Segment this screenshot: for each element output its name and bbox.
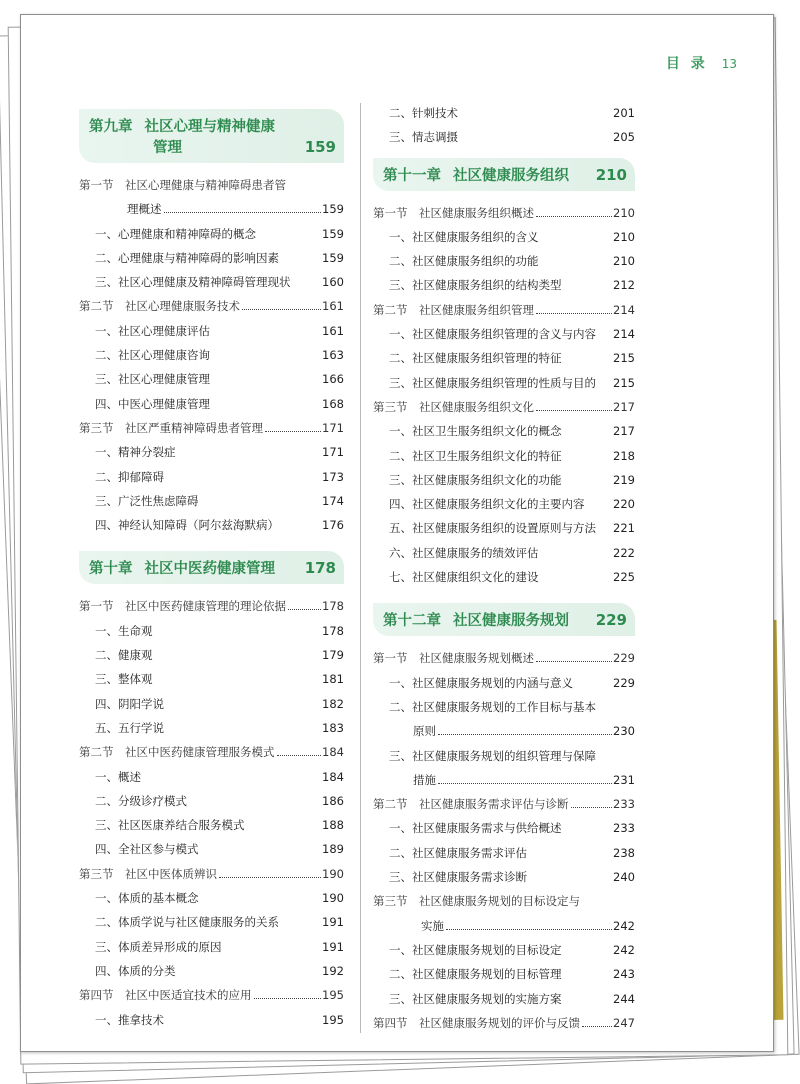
toc-section-entry[interactable] [373,1011,635,1035]
toc-item-entry[interactable] [373,419,635,443]
entry-page: 195 [322,1012,344,1027]
entry-title: 一、社区健康服务规划的内涵与意义 [389,675,573,690]
chapter-number: 第十二章 [383,613,441,630]
chapter-12-heading[interactable] [373,603,635,636]
entry-page: 163 [322,348,344,363]
toc-section-entry[interactable] [373,646,635,670]
entry-title: 二、社区健康服务组织的功能 [389,254,539,269]
entry-page: 176 [322,518,344,533]
toc-item-entry[interactable] [373,962,635,986]
toc-item-entry[interactable] [79,619,344,643]
entry-page: 191 [322,939,344,954]
entry-page: 178 [322,599,344,614]
entry-title: 第一节 社区健康服务规划概述 [373,651,534,666]
toc-item-entry[interactable] [79,319,344,343]
toc-item-entry[interactable] [373,322,635,346]
entry-title: 二、心理健康与精神障碍的影响因素 [95,250,279,265]
entry-title: 三、社区健康服务组织管理的性质与目的 [389,375,596,390]
entry-page: 210 [613,205,635,220]
page-header [666,53,737,73]
entry-title: 第三节 社区严重精神障碍患者管理 [79,420,263,435]
leader-dots [288,609,321,610]
entry-title: 二、针刺技术 [389,106,458,120]
toc-item-entry[interactable] [373,938,635,962]
entry-page: 171 [322,445,344,460]
toc-item-entry[interactable] [373,273,635,297]
chapter-number: 第十章 [89,561,133,578]
entry-page: 195 [322,988,344,1003]
leader-dots [536,410,612,411]
entry-title: 二、社区心理健康咨询 [95,348,210,363]
entry-page: 160 [322,275,344,290]
entry-title: 第二节 社区健康服务需求评估与诊断 [373,797,569,812]
entry-title: 第二节 社区心理健康服务技术 [79,299,240,314]
toc-item-entry[interactable] [79,246,344,270]
toc-item-entry[interactable] [373,841,635,865]
toc-item-entry[interactable] [79,765,344,789]
entry-title: 第三节 社区健康服务组织文化 [373,399,534,414]
toc-item-entry[interactable] [79,837,344,861]
chapter-9-heading[interactable] [79,109,344,163]
entry-page: 186 [322,793,344,808]
entry-page: 171 [322,420,344,435]
entry-title: 四、中医心理健康管理 [95,396,210,411]
entry-title: 一、社区健康服务组织管理的含义与内容 [389,327,596,342]
toc-item-entry[interactable] [373,914,635,938]
toc-item-entry[interactable] [79,692,344,716]
toc-item-entry[interactable] [79,343,344,367]
entry-title: 二、社区健康服务组织管理的特征 [389,351,562,366]
entry-page: 221 [613,521,635,536]
entry-page: 181 [322,672,344,687]
toc-item-entry[interactable] [373,444,635,468]
toc-item-entry[interactable] [79,667,344,691]
toc-item-entry[interactable] [79,886,344,910]
entry-title: 第一节 社区心理健康与精神障碍患者管 [79,178,286,192]
leader-dots [265,431,321,432]
toc-section-entry[interactable] [79,173,344,197]
entry-title: 二、健康观 [95,648,153,663]
toc-item-entry[interactable] [373,541,635,565]
entry-page: 188 [322,818,344,833]
toc-item-entry[interactable] [79,789,344,813]
chapter-title: 社区健康服务组织 [453,167,569,184]
toc-item-entry[interactable] [373,768,635,792]
toc-item-entry[interactable] [79,716,344,740]
entry-title: 三、广泛性焦虑障碍 [95,493,199,508]
entry-title: 三、体质差异形成的原因 [95,939,222,954]
toc-item-entry[interactable] [79,489,344,513]
toc-section-entry[interactable] [373,395,635,419]
entry-page: 217 [613,399,635,414]
leader-dots [536,313,612,314]
entry-title: 一、概述 [95,769,141,784]
chapter-12-entries [373,646,635,1035]
entry-page: 214 [613,302,635,317]
leader-dots [438,734,612,735]
entry-title: 三、情志调摄 [389,130,458,145]
entry-page: 178 [322,623,344,638]
toc-item-entry[interactable] [373,492,635,516]
toc-item-entry[interactable] [373,101,635,125]
toc-section-entry[interactable] [373,298,635,322]
toc-section-entry[interactable] [79,294,344,318]
entry-title: 四、体质的分类 [95,963,176,978]
entry-page: 231 [613,772,635,787]
entry-page: 233 [613,797,635,812]
toc-item-entry[interactable] [79,513,344,537]
leader-dots [242,309,321,310]
entry-title: 二、社区健康服务需求评估 [389,845,527,860]
toc-item-entry[interactable] [373,516,635,540]
entry-page: 242 [613,918,635,933]
entry-title: 三、社区健康服务组织的结构类型 [389,278,562,293]
leader-dots [219,877,321,878]
toc-item-entry[interactable] [79,465,344,489]
entry-title: 二、社区健康服务规划的工作目标与基本 [389,699,596,714]
entry-title: 一、心理健康和精神障碍的概念 [95,226,256,241]
entry-page: 205 [613,130,635,145]
entry-page: 173 [322,469,344,484]
entry-page: 190 [322,891,344,906]
entry-page: 183 [322,720,344,735]
entry-page: 214 [613,327,635,342]
chapter-9-entries [79,173,344,537]
entry-page: 238 [613,845,635,860]
toc-item-entry[interactable] [373,468,635,492]
toc-item-entry[interactable] [373,987,635,1011]
column-divider [360,103,361,1033]
entry-title: 三、社区心理健康及精神障碍管理现状 [95,275,291,290]
chapter-10-heading[interactable] [79,551,344,584]
entry-page: 210 [613,254,635,269]
toc-item-entry[interactable] [79,440,344,464]
entry-page: 179 [322,648,344,663]
entry-title: 五、五行学说 [95,720,164,735]
toc-item-entry[interactable] [79,935,344,959]
entry-title: 三、社区健康服务组织文化的功能 [389,472,562,487]
toc-item-entry[interactable] [79,643,344,667]
chapter-page: 229 [595,611,627,630]
entry-page: 233 [613,821,635,836]
entry-title: 原则 [413,724,436,739]
entry-page: 225 [613,570,635,585]
entry-page: 215 [613,351,635,366]
entry-page: 229 [613,651,635,666]
entry-page: 166 [322,372,344,387]
entry-page: 184 [322,769,344,784]
entry-title: 二、社区卫生服务组织文化的特征 [389,448,562,463]
entry-title: 七、社区健康组织文化的建设 [389,570,539,585]
entry-page: 212 [613,278,635,293]
toc-page [20,14,774,1052]
toc-section-entry[interactable] [373,889,635,913]
entry-title: 第二节 社区健康服务组织管理 [373,302,534,317]
entry-title: 六、社区健康服务的绩效评估 [389,545,539,560]
toc-section-entry[interactable] [79,983,344,1007]
toc-item-entry[interactable] [373,865,635,889]
chapter-number: 第九章 [89,119,133,135]
entry-page: 161 [322,299,344,314]
entry-title: 第一节 社区中医药健康管理的理论依据 [79,599,286,614]
entry-page: 217 [613,424,635,439]
entry-page: 219 [613,472,635,487]
toc-right-column [373,101,635,1035]
entry-page: 229 [613,675,635,690]
toc-item-entry[interactable] [373,719,635,743]
entry-title: 一、生命观 [95,623,153,638]
chapter-title: 社区健康服务规划 [453,613,569,630]
toc-item-entry[interactable] [79,222,344,246]
toc-item-entry[interactable] [373,225,635,249]
entry-title: 措施 [413,772,436,787]
leader-dots [254,998,322,999]
header-page-number: 13 [721,57,737,71]
entry-title: 三、社区心理健康管理 [95,372,210,387]
entry-title: 第三节 社区中医体质辨识 [79,866,217,881]
leader-dots [277,755,322,756]
toc-item-entry[interactable] [79,197,344,221]
toc-item-entry[interactable] [373,125,635,149]
entry-title: 三、社区医康养结合服务模式 [95,818,245,833]
entry-page: 168 [322,396,344,411]
entry-page: 230 [613,724,635,739]
entry-title: 三、社区健康服务需求诊断 [389,870,527,885]
toc-item-entry[interactable] [79,959,344,983]
entry-title: 第四节 社区中医适宜技术的应用 [79,988,252,1003]
entry-page: 184 [322,745,344,760]
chapter-title-cont: 管理 [153,140,182,156]
toc-item-entry[interactable] [373,671,635,695]
entry-title: 一、体质的基本概念 [95,891,199,906]
entry-page: 159 [322,250,344,265]
toc-item-entry[interactable] [373,565,635,589]
entry-page: 242 [613,942,635,957]
toc-item-entry[interactable] [373,371,635,395]
entry-page: 210 [613,229,635,244]
entry-title: 四、阴阳学说 [95,696,164,711]
entry-page: 220 [613,497,635,512]
toc-item-entry[interactable] [79,1008,344,1032]
entry-page: 159 [322,202,344,217]
toc-item-entry[interactable] [373,744,635,768]
toc-section-entry[interactable] [79,862,344,886]
entry-page: 174 [322,493,344,508]
entry-title: 一、社区卫生服务组织文化的概念 [389,424,562,439]
entry-page: 247 [613,1015,635,1030]
entry-title: 一、社区健康服务组织的含义 [389,229,539,244]
chapter-page: 210 [595,165,627,184]
leader-dots [536,216,612,217]
chapter-title: 社区中医药健康管理 [144,561,275,578]
entry-page: 215 [613,375,635,390]
toc-item-entry[interactable] [79,813,344,837]
toc-section-entry[interactable] [373,792,635,816]
continued-entries [373,101,635,150]
entry-title: 第三节 社区健康服务规划的目标设定与 [373,894,580,909]
toc-section-entry[interactable] [79,740,344,764]
toc-item-entry[interactable] [373,346,635,370]
toc-item-entry[interactable] [373,695,635,719]
toc-section-entry[interactable] [373,201,635,225]
entry-title: 第一节 社区健康服务组织概述 [373,205,534,220]
chapter-number: 第十一章 [383,167,441,184]
entry-title: 二、抑郁障碍 [95,469,164,484]
chapter-10-entries [79,594,344,1031]
toc-left-column [79,101,344,1032]
chapter-title: 社区心理与精神健康 [144,119,275,135]
toc-item-entry[interactable] [79,910,344,934]
chapter-11-heading[interactable] [373,158,635,191]
entry-title: 四、神经认知障碍（阿尔兹海默病） [95,518,279,533]
entry-title: 实施 [421,918,444,933]
entry-page: 201 [613,106,635,120]
entry-title: 理概述 [127,202,162,217]
entry-title: 四、全社区参与模式 [95,842,199,857]
entry-title: 四、社区健康服务组织文化的主要内容 [389,497,585,512]
entry-page: 161 [322,323,344,338]
leader-dots [582,1026,612,1027]
leader-dots [164,212,322,213]
entry-title: 二、体质学说与社区健康服务的关系 [95,915,279,930]
entry-page: 159 [322,226,344,241]
toc-section-entry[interactable] [79,594,344,618]
chapter-11-entries [373,201,635,590]
entry-page: 191 [322,915,344,930]
leader-dots [571,807,613,808]
entry-page: 243 [613,967,635,982]
entry-page: 244 [613,991,635,1006]
entry-title: 第二节 社区中医药健康管理服务模式 [79,745,275,760]
entry-title: 一、推拿技术 [95,1012,164,1027]
chapter-page: 159 [304,138,336,156]
entry-page: 190 [322,866,344,881]
leader-dots [446,929,612,930]
entry-title: 五、社区健康服务组织的设置原则与方法 [389,521,596,536]
leader-dots [536,661,612,662]
entry-title: 二、社区健康服务规划的目标管理 [389,967,562,982]
toc-item-entry[interactable] [373,816,635,840]
entry-page: 182 [322,696,344,711]
entry-title: 一、社区心理健康评估 [95,323,210,338]
chapter-page: 178 [304,559,336,578]
entry-title: 三、整体观 [95,672,153,687]
entry-title: 二、分级诊疗模式 [95,793,187,808]
entry-title: 第四节 社区健康服务规划的评价与反馈 [373,1015,580,1030]
entry-title: 一、精神分裂症 [95,445,176,460]
entry-title: 三、社区健康服务规划的实施方案 [389,991,562,1006]
entry-page: 189 [322,842,344,857]
toc-item-entry[interactable] [79,392,344,416]
entry-title: 一、社区健康服务需求与供给概述 [389,821,562,836]
toc-section-entry[interactable] [79,416,344,440]
entry-page: 218 [613,448,635,463]
leader-dots [438,783,612,784]
entry-page: 192 [322,963,344,978]
toc-item-entry[interactable] [79,270,344,294]
header-title: 目 录 [665,56,708,72]
entry-title: 三、社区健康服务规划的组织管理与保障 [389,748,596,763]
entry-title: 一、社区健康服务规划的目标设定 [389,942,562,957]
entry-page: 240 [613,870,635,885]
toc-item-entry[interactable] [373,249,635,273]
toc-item-entry[interactable] [79,367,344,391]
entry-page: 222 [613,545,635,560]
